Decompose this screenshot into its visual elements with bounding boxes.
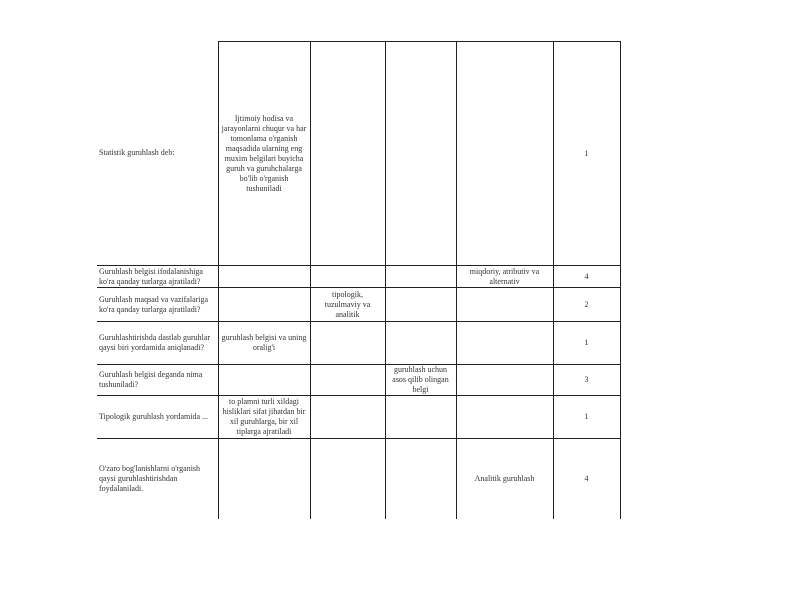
option-c-cell[interactable] xyxy=(385,42,456,266)
option-c-cell[interactable] xyxy=(385,322,456,365)
option-b-cell[interactable] xyxy=(310,396,385,439)
spreadsheet-sheet xyxy=(97,41,620,519)
option-c-cell[interactable]: guruhlash uchun asos qilib olingan belgi xyxy=(385,365,456,396)
answer-cell[interactable]: 4 xyxy=(553,266,620,288)
option-b-cell[interactable] xyxy=(310,266,385,288)
quiz-table xyxy=(97,41,621,519)
table-row xyxy=(97,288,620,322)
question-cell[interactable]: Guruhlash belgisi deganda nima tushuniladi? xyxy=(97,365,218,396)
option-b-cell[interactable] xyxy=(310,365,385,396)
question-cell[interactable]: Guruhlash maqsad va vazifalariga ko'ra qanday turlarga ajratiladi? xyxy=(97,288,218,322)
option-d-cell[interactable] xyxy=(456,288,553,322)
option-d-cell[interactable]: miqdoriy, atributiv va alternativ xyxy=(456,266,553,288)
answer-cell[interactable]: 2 xyxy=(553,288,620,322)
question-cell[interactable]: O'zaro bog'lanishlarni o'rganish qaysi guruhlashtirishdan foydalaniladi. xyxy=(97,439,218,519)
question-cell[interactable]: Guruhlashtirishda dastlab guruhlar qaysi biri yordamida aniqlanadi? xyxy=(97,322,218,365)
option-a-cell[interactable]: Ijtimoiy hodisa va jarayonlarni chuqur va har tomonlama o'rganish maqsadida ularning eng muxim belgilari buyicha guruh va guruhchalarga bo'lib o'rganish tushuniladi xyxy=(218,42,310,266)
option-d-cell[interactable] xyxy=(456,396,553,439)
option-a-cell[interactable] xyxy=(218,266,310,288)
answer-cell[interactable]: 1 xyxy=(553,42,620,266)
option-b-cell[interactable] xyxy=(310,439,385,519)
option-d-cell[interactable]: Analitik guruhlash xyxy=(456,439,553,519)
table-row xyxy=(97,396,620,439)
table-row xyxy=(97,322,620,365)
option-c-cell[interactable] xyxy=(385,439,456,519)
option-b-cell[interactable]: tipologik, tuzulmaviy va analitik xyxy=(310,288,385,322)
option-a-cell[interactable]: to plamni turli xildagi hisliklari sifat jihatdan bir xil guruhlarga, bir xil tiplarga ajratiladi xyxy=(218,396,310,439)
table-row xyxy=(97,42,620,266)
option-a-cell[interactable] xyxy=(218,288,310,322)
option-c-cell[interactable] xyxy=(385,396,456,439)
answer-cell[interactable]: 1 xyxy=(553,322,620,365)
table-row xyxy=(97,365,620,396)
question-cell[interactable]: Tipologik guruhlash yordamida ... xyxy=(97,396,218,439)
answer-cell[interactable]: 4 xyxy=(553,439,620,519)
option-c-cell[interactable] xyxy=(385,288,456,322)
option-c-cell[interactable] xyxy=(385,266,456,288)
answer-cell[interactable]: 1 xyxy=(553,396,620,439)
option-a-cell[interactable] xyxy=(218,439,310,519)
option-d-cell[interactable] xyxy=(456,42,553,266)
table-row xyxy=(97,266,620,288)
option-d-cell[interactable] xyxy=(456,365,553,396)
question-cell[interactable]: Guruhlash belgisi ifodalanishiga ko'ra qanday turlarga ajratiladi? xyxy=(97,266,218,288)
option-d-cell[interactable] xyxy=(456,322,553,365)
option-a-cell[interactable]: guruhlash belgisi va uning oralig'i xyxy=(218,322,310,365)
option-a-cell[interactable] xyxy=(218,365,310,396)
question-cell[interactable]: Statistik guruhlash deb: xyxy=(99,148,175,158)
table-row xyxy=(97,439,620,519)
answer-cell[interactable]: 3 xyxy=(553,365,620,396)
option-b-cell[interactable] xyxy=(310,42,385,266)
option-b-cell[interactable] xyxy=(310,322,385,365)
